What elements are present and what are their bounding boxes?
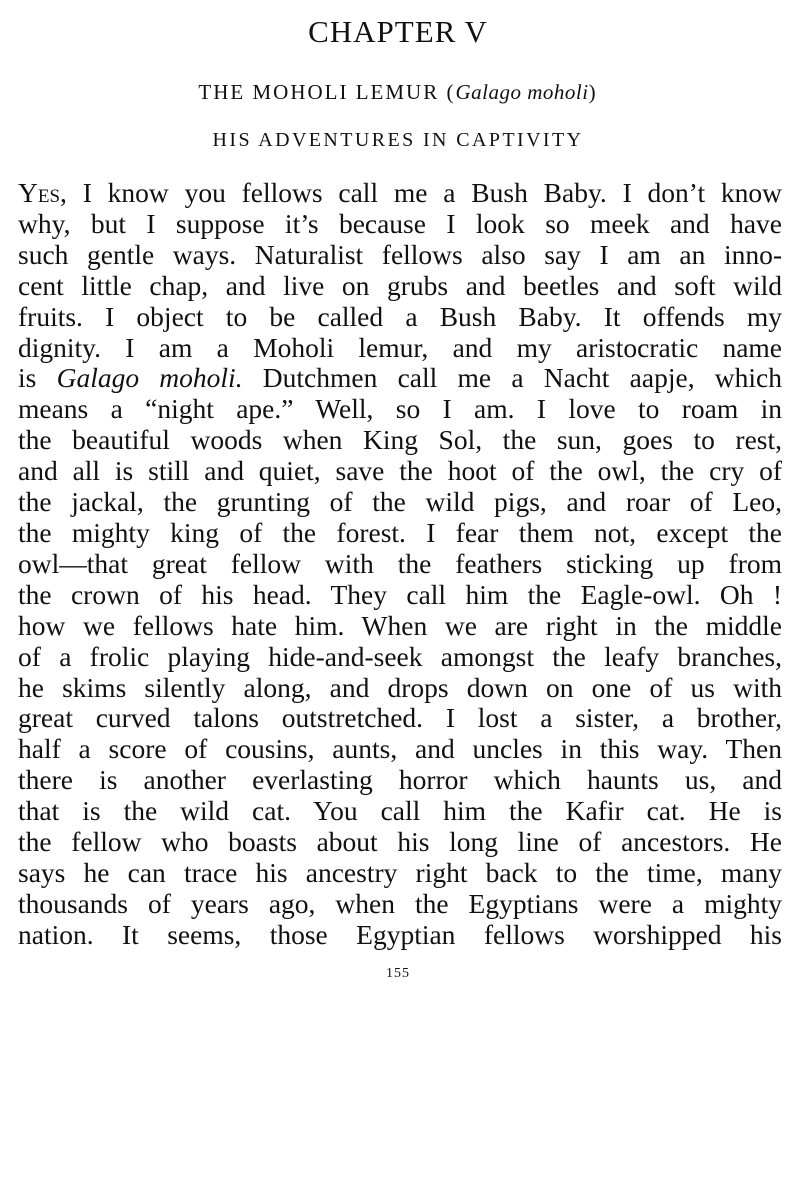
body-line-text: Dutchmen call me a Nacht aapje, which <box>242 362 783 394</box>
body-line: and all is still and quiet, save the hoot of the owl, the cry of <box>18 455 782 487</box>
body-line: of a frolic playing hide-and-seek amongst the leafy branches, <box>18 640 782 672</box>
body-line: great curved talons outstretched. I lost a sister, a brother, <box>18 702 782 734</box>
body-line: why, but I suppose it’s because I look so meek and have <box>18 207 782 239</box>
body-line: such gentle ways. Naturalist fellows also say I am an inno- <box>18 238 782 270</box>
body-line: fruits. I object to be called a Bush Baby. It offends my <box>18 300 782 332</box>
body-line: that is the wild cat. You call him the Kafir cat. He is <box>18 795 782 827</box>
body-line-text: I know you fellows call me a Bush Baby. I don’t know <box>66 177 782 208</box>
body-line: the beautiful woods when King Sol, the sun, goes to rest, <box>18 424 782 456</box>
body-line: the fellow who boasts about his long line of ancestors. He <box>18 826 782 858</box>
body-line: means a “night ape.” Well, so I am. I love to roam in <box>18 393 782 425</box>
opening-word: Yes, <box>18 177 67 208</box>
body-line <box>18 178 782 209</box>
body-line: there is another everlasting horror which haunts us, and <box>18 764 782 796</box>
body-line <box>18 363 782 394</box>
body-line: he skims silently along, and drops down on one of us with <box>18 671 782 703</box>
body-text <box>18 178 782 951</box>
body-line: the mighty king of the forest. I fear them not, except the <box>18 516 782 548</box>
body-line: thousands of years ago, when the Egyptians were a mighty <box>18 887 782 919</box>
page-number: 155 <box>386 966 410 981</box>
chapter-title-latin-name: Galago moholi <box>455 80 589 104</box>
chapter-heading: CHAPTER V <box>308 14 488 49</box>
body-line: owl—that great fellow with the feathers sticking up from <box>18 547 782 579</box>
body-line-text: is <box>18 362 57 394</box>
body-line: half a score of cousins, aunts, and uncles in this way. Then <box>18 733 782 765</box>
latin-name: Galago moholi. <box>56 362 243 394</box>
body-line: nation. It seems, those Egyptian fellows worshipped his <box>18 918 782 950</box>
chapter-title-close: ) <box>588 80 598 104</box>
chapter-title <box>0 80 796 105</box>
body-line: the jackal, the grunting of the wild pigs, and roar of Leo, <box>18 486 782 518</box>
body-line: says he can trace his ancestry right back to the time, many <box>18 856 782 888</box>
body-line: cent little chap, and live on grubs and beetles and soft wild <box>18 269 782 301</box>
body-line: the crown of his head. They call him the Eagle-owl. Oh ! <box>18 578 782 610</box>
chapter-subtitle: HIS ADVENTURES IN CAPTIVITY <box>212 129 584 151</box>
chapter-title-main: THE MOHOLI LEMUR ( <box>198 80 456 104</box>
body-line: how we fellows hate him. When we are right in the middle <box>18 609 782 641</box>
body-line: dignity. I am a Moholi lemur, and my aristocratic name <box>18 331 782 363</box>
